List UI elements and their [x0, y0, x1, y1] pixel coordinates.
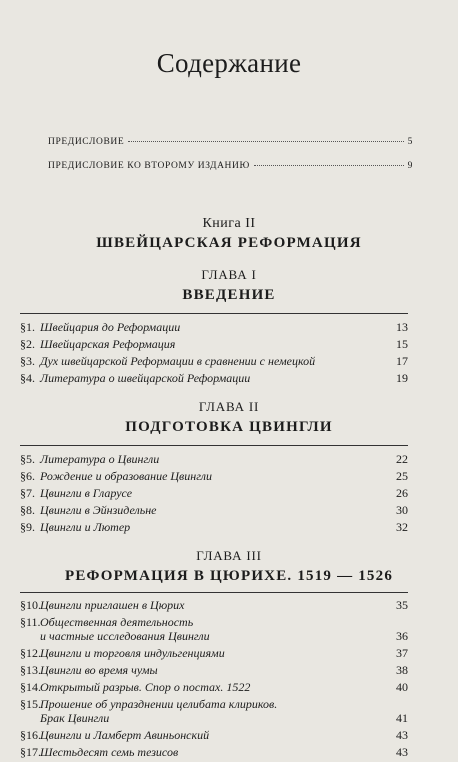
page-number: 25 — [396, 469, 408, 483]
part-title: ШВЕЙЦАРСКАЯ РЕФОРМАЦИЯ — [96, 235, 362, 251]
page-number: 40 — [396, 680, 408, 694]
section-number: §14. — [20, 680, 41, 694]
leader-dots — [128, 141, 403, 142]
chapter-label: ГЛАВА III — [196, 548, 262, 563]
section-title: Шестьдесят семь тезисов — [40, 745, 179, 759]
section-number: §16. — [20, 728, 41, 742]
page-number: 13 — [396, 320, 408, 334]
chapter-3-entries — [20, 598, 408, 762]
section-number: §7. — [20, 486, 35, 500]
section-number: §1. — [20, 320, 35, 334]
section-title: Цвингли в Гларусе — [40, 486, 133, 500]
toc-entry — [20, 646, 408, 660]
section-number: §8. — [20, 503, 35, 517]
section-number: §17. — [20, 745, 41, 759]
page-number: 41 — [396, 711, 408, 725]
section-number: §11. — [20, 615, 41, 629]
page-number: 37 — [396, 646, 408, 660]
toc-entry — [20, 680, 408, 694]
page-number: 30 — [396, 503, 408, 517]
page-number: 19 — [396, 371, 408, 385]
section-number: §6. — [20, 469, 35, 483]
section-title: Швейцария до Реформации — [40, 320, 181, 334]
page-number: 43 — [396, 745, 408, 759]
page-number: 36 — [396, 629, 408, 643]
section-title: Литература о швейцарской Реформации — [40, 371, 251, 385]
section-number: §5. — [20, 452, 35, 466]
section-title: Общественная деятельность — [40, 615, 194, 629]
toc-entry — [20, 486, 408, 500]
section-title-continued: Брак Цвингли — [40, 711, 110, 725]
toc-entry — [20, 337, 408, 351]
toc-entry — [20, 371, 408, 385]
divider — [20, 445, 408, 446]
page-number: 43 — [396, 728, 408, 742]
chapter-2-entries — [20, 452, 408, 537]
toc-entry — [20, 663, 408, 677]
toc-entry — [20, 598, 408, 612]
leader-dots — [254, 165, 404, 166]
chapter-label: ГЛАВА II — [198, 399, 260, 414]
section-number: §9. — [20, 520, 35, 534]
section-number: §4. — [20, 371, 35, 385]
chapter-title: РЕФОРМАЦИЯ В ЦЮРИХЕ. 1519 — 1526 — [64, 568, 394, 584]
toc-entry — [20, 520, 408, 534]
divider — [20, 592, 408, 593]
toc-entry — [20, 469, 408, 483]
section-title: Цвингли и Ламберт Авиньонский — [40, 728, 210, 742]
section-title: Швейцарская Реформация — [40, 337, 176, 351]
section-title: Цвингли и торговля индульгенциями — [40, 646, 225, 660]
toc-entry — [20, 745, 408, 759]
preface-label: ПРЕДИСЛОВИЕ КО ВТОРОМУ ИЗДАНИЮ — [48, 161, 250, 171]
section-title: Цвингли приглашен в Цюрих — [40, 598, 185, 612]
section-title: Открытый разрыв. Спор о постах. 1522 — [40, 680, 251, 694]
page-number: 35 — [396, 598, 408, 612]
chapter-title: ВВЕДЕНИЕ — [182, 287, 276, 303]
preface-entry — [48, 137, 413, 147]
page-number: 26 — [396, 486, 408, 500]
section-title: Цвингли в Эйнзидельне — [40, 503, 157, 517]
toc-entry — [20, 354, 408, 368]
divider — [20, 313, 408, 314]
toc-entry — [20, 697, 408, 725]
toc-entry — [20, 452, 408, 466]
page-number: 15 — [396, 337, 408, 351]
section-number: §10. — [20, 598, 41, 612]
toc-entry — [20, 503, 408, 517]
chapter-label: ГЛАВА I — [201, 267, 257, 282]
page-number: 22 — [396, 452, 408, 466]
section-title: Дух швейцарской Реформации в сравнении с немецкой — [40, 354, 316, 368]
preface-page: 5 — [407, 137, 413, 147]
page-number: 17 — [396, 354, 408, 368]
section-number: §2. — [20, 337, 35, 351]
section-title: Рождение и образование Цвингли — [40, 469, 212, 483]
section-title-continued: и частные исследования Цвингли — [40, 629, 210, 643]
section-title: Литература о Цвингли — [40, 452, 160, 466]
toc-entry — [20, 728, 408, 742]
chapter-title: ПОДГОТОВКА ЦВИНГЛИ — [125, 419, 333, 435]
preface-second-edition-entry — [48, 161, 413, 171]
page-number: 38 — [396, 663, 408, 677]
page-number: 32 — [396, 520, 408, 534]
page-title: Содержание — [156, 48, 302, 78]
chapter-1-entries — [20, 320, 408, 388]
section-number: §15. — [20, 697, 41, 711]
section-title: Прошение об упразднении целибата клириков. — [40, 697, 278, 711]
book-label: Книга II — [202, 216, 256, 231]
toc-entry — [20, 320, 408, 334]
preface-label: ПРЕДИСЛОВИЕ — [48, 137, 125, 147]
section-number: §12. — [20, 646, 41, 660]
section-title: Цвингли во время чумы — [40, 663, 158, 677]
preface-page: 9 — [407, 161, 413, 171]
toc-entry — [20, 615, 408, 643]
section-number: §3. — [20, 354, 35, 368]
section-title: Цвингли и Лютер — [40, 520, 131, 534]
section-number: §13. — [20, 663, 41, 677]
